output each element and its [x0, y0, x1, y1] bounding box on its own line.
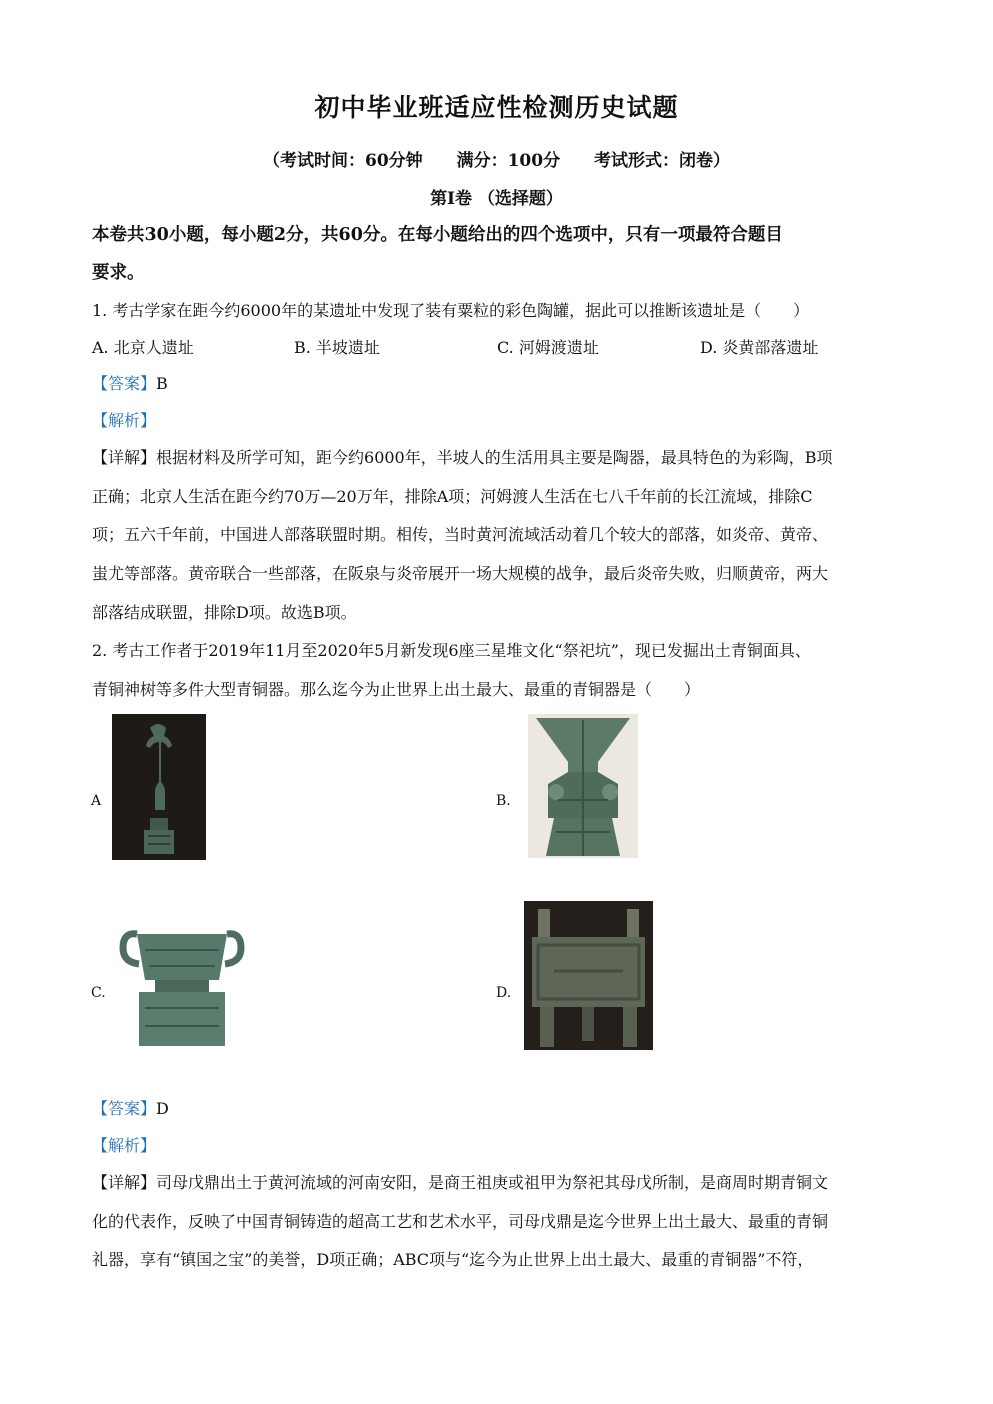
- detail-tag: 【详解】: [92, 448, 157, 467]
- answer-tag: 【答案】: [92, 374, 157, 393]
- answer-value: B: [156, 374, 168, 393]
- image-label-b: B.: [496, 793, 511, 809]
- q1-answer: [92, 371, 168, 394]
- q1-detail-line-5: 部落结成联盟，排除D项。故选B项。: [92, 603, 357, 622]
- intro-line-2: 要求。: [92, 263, 145, 283]
- q2-stem-line-2: 青铜神树等多件大型青铜器。那么迄今为止世界上出土最大、最重的青铜器是（ ）: [92, 680, 701, 699]
- detail-text: 司母戊鼎出土于黄河流域的河南安阳，是商王祖庚或祖甲为祭祀其母戊所制，是商周时期青铜文: [156, 1173, 829, 1192]
- bronze-gui-image: [115, 922, 249, 1048]
- q2-answer: [92, 1096, 169, 1119]
- exam-score: 满分：100分: [456, 151, 561, 171]
- q2-detail-line-1: [92, 1170, 828, 1193]
- bronze-ding-image: [524, 901, 653, 1050]
- q1-option-a: A. 北京人遗址: [92, 338, 194, 357]
- image-label-c: C.: [91, 985, 106, 1001]
- q1-option-b: B. 半坡遗址: [294, 338, 380, 357]
- q2-detail-line-3: 礼器，享有“镇国之宝”的美誉，D项正确；ABC项与“迄今为止世界上出土最大、最重的青铜器”不符，: [92, 1250, 814, 1269]
- intro-line-1: 本卷共30小题，每小题2分，共60分。在每小题给出的四个选项中，只有一项最符合题目: [92, 225, 783, 245]
- q1-detail-line-2: 正确；北京人生活在距今约70万—20万年，排除A项；河姆渡人生活在七八千年前的长江流域，排除C: [92, 487, 813, 506]
- exam-title: 初中毕业班适应性检测历史试题: [314, 93, 679, 122]
- q1-detail-line-4: 蚩尤等部落。黄帝联合一些部落，在阪泉与炎帝展开一场大规模的战争，最后炎帝失败，归顺黄帝，两大: [92, 564, 829, 583]
- answer-tag: 【答案】: [92, 1099, 157, 1118]
- image-label-a: A: [91, 793, 102, 809]
- q1-detail-line-3: 项；五六千年前，中国进人部落联盟时期。相传，当时黄河流域活动着几个较大的部落，如炎帝、黄帝、: [92, 525, 829, 544]
- q1-stem: 1. 考古学家在距今约6000年的某遗址中发现了装有粟粒的彩色陶罐，据此可以推断该遗址是（ ）: [92, 301, 810, 320]
- q1-option-d: D. 炎黄部落遗址: [700, 338, 819, 357]
- answer-value: D: [156, 1099, 169, 1118]
- detail-tag: 【详解】: [92, 1173, 157, 1192]
- q1-option-c: C. 河姆渡遗址: [497, 338, 599, 357]
- q1-detail-line-1: [92, 445, 833, 468]
- q2-stem-line-1: 2. 考古工作者于2019年11月至2020年5月新发现6座三星堆文化“祭祀坑”，现已发掘出土青铜面具、: [92, 641, 811, 660]
- exam-form: 考试形式：闭卷）: [594, 151, 730, 171]
- detail-text: 根据材料及所学可知，距今约6000年，半坡人的生活用具主要是陶器，最具特色的为彩陶，B项: [156, 448, 833, 467]
- bronze-zun-image: [528, 714, 638, 858]
- q2-analysis-tag: 【解析】: [92, 1136, 157, 1155]
- image-label-d: D.: [496, 985, 512, 1001]
- q1-analysis-tag: 【解析】: [92, 411, 157, 430]
- section-heading: 第Ⅰ卷 （选择题）: [430, 189, 563, 209]
- exam-info: [0, 146, 993, 171]
- exam-time: （考试时间：60分钟: [262, 151, 423, 171]
- bronze-figure-image: [112, 714, 206, 860]
- q2-detail-line-2: 化的代表作，反映了中国青铜铸造的超高工艺和艺术水平，司母戊鼎是迄今世界上出土最大、最重的青铜: [92, 1212, 829, 1231]
